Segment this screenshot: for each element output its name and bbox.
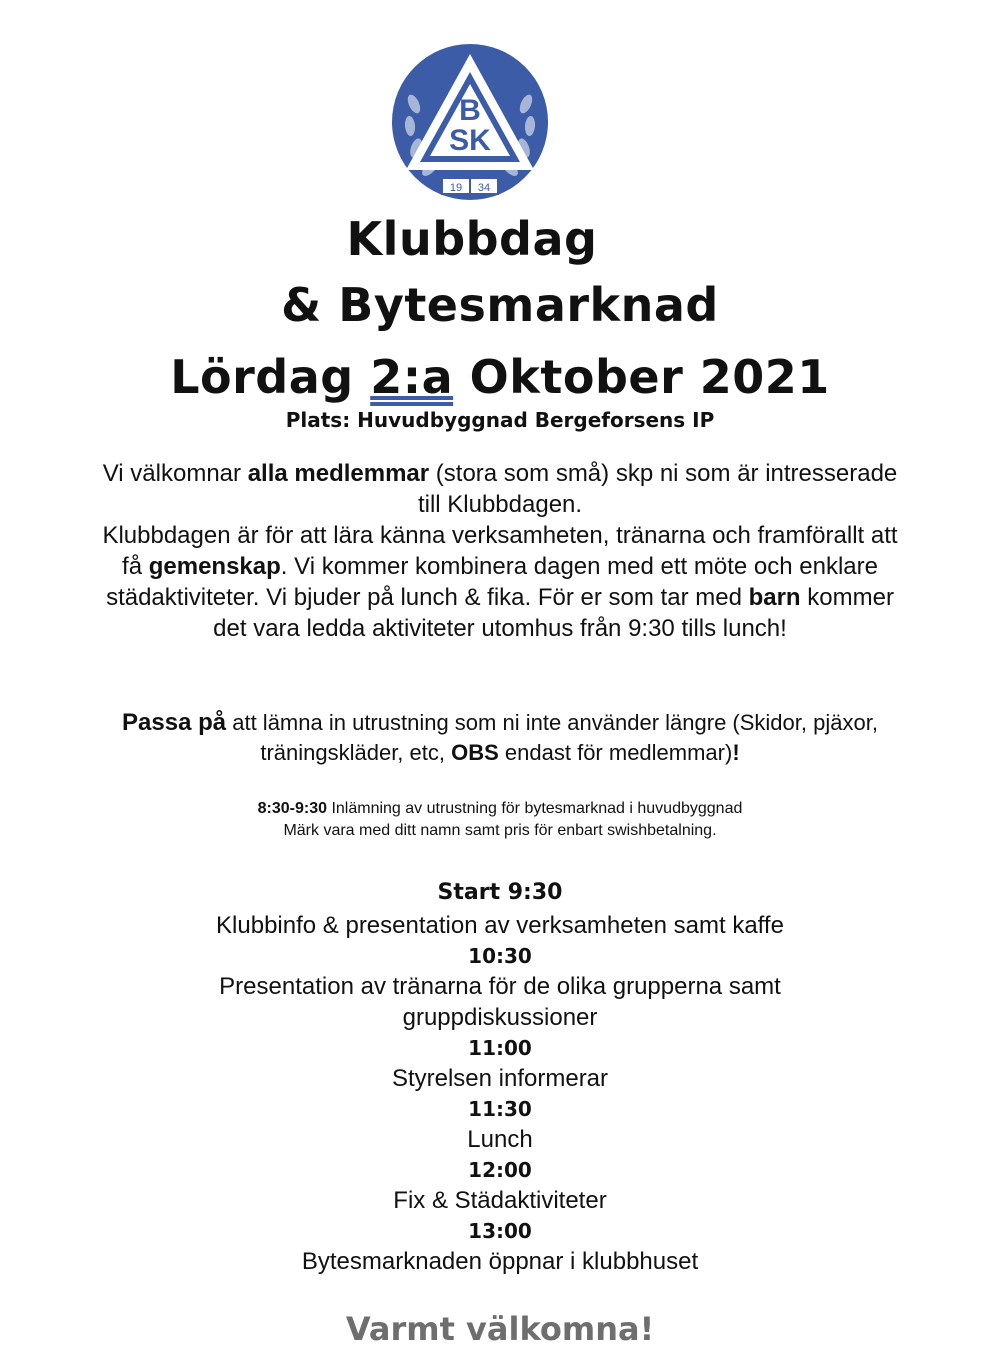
title-line-3 bbox=[0, 344, 1000, 410]
passa-obs: OBS bbox=[451, 740, 499, 765]
intro-paragraph-1 bbox=[100, 458, 900, 520]
intro-p2-bold-2: barn bbox=[748, 584, 801, 611]
dropoff-line-2: Märk vara med ditt namn samt pris för enbart swishbetalning. bbox=[283, 822, 717, 839]
venue: Plats: Huvudbyggnad Bergeforsens IP bbox=[285, 408, 715, 432]
logo-letters-sk: SK bbox=[449, 124, 491, 157]
title-line-1: Klubbdag bbox=[346, 212, 598, 266]
schedule-activity: Fix & Städaktiviteter bbox=[393, 1187, 607, 1214]
title-line-2: & Bytesmarknad bbox=[281, 278, 719, 332]
schedule-time: 12:00 bbox=[468, 1158, 532, 1182]
schedule-time: 11:00 bbox=[468, 1036, 532, 1060]
logo-letter-b: B bbox=[459, 94, 481, 127]
title-day: Lördag bbox=[170, 350, 371, 404]
closing-greeting: Varmt välkomna! bbox=[345, 1310, 655, 1348]
schedule-time: 10:30 bbox=[468, 944, 532, 968]
logo-year-left: 19 bbox=[449, 182, 463, 194]
intro-p2-c: . Vi kommer kombinera dagen med ett möte och enklare städaktiviteter. Vi bjuder på lunch & fika. För er som tar med bbox=[106, 553, 878, 611]
intro-p1-c: (stora som små) skp ni som är intresserade till Klubbdagen. bbox=[417, 460, 898, 518]
schedule-activity: Presentation av tränarna för de olika grupperna samt gruppdiskussioner bbox=[219, 973, 781, 1031]
intro-p1-a: Vi välkomnar bbox=[102, 460, 248, 487]
equipment-notice bbox=[100, 708, 900, 768]
schedule-time: 11:30 bbox=[468, 1097, 532, 1121]
schedule bbox=[100, 876, 900, 1277]
intro-p2-a: Klubbdagen är för att lära känna verksamheten, tränarna och framförallt att få bbox=[102, 522, 898, 580]
dropoff-time: 8:30-9:30 bbox=[257, 800, 327, 817]
schedule-time: 13:00 bbox=[468, 1219, 532, 1243]
passa-exclaim: ! bbox=[732, 740, 740, 765]
logo-year-right: 34 bbox=[477, 182, 491, 194]
dropoff-line-1 bbox=[150, 798, 850, 820]
intro-p1-bold: alla medlemmar bbox=[247, 460, 430, 487]
schedule-activity: Bytesmarknaden öppnar i klubbhuset bbox=[301, 1248, 699, 1275]
title-month-year: Oktober 2021 bbox=[453, 350, 830, 404]
dropoff-text: Inlämning av utrustning för bytesmarknad i huvudbyggnad bbox=[327, 800, 743, 817]
intro-text bbox=[100, 458, 900, 644]
passa-text-2: endast för medlemmar) bbox=[498, 740, 733, 765]
club-logo bbox=[390, 42, 550, 202]
title-date: 2:a bbox=[370, 350, 454, 404]
intro-paragraph-2 bbox=[100, 520, 900, 644]
schedule-activity: Klubbinfo & presentation av verksamheten samt kaffe bbox=[216, 912, 784, 939]
intro-p2-e: kommer det vara ledda aktiviteter utomhus från 9:30 tills lunch! bbox=[213, 584, 894, 642]
schedule-activity: Styrelsen informerar bbox=[391, 1065, 609, 1092]
intro-p2-bold: gemenskap bbox=[148, 553, 281, 580]
passa-text: att lämna in utrustning som ni inte använder längre (Skidor, pjäxor, träningskläder, etc, bbox=[226, 710, 878, 765]
schedule-time: Start 9:30 bbox=[437, 880, 563, 905]
dropoff-info bbox=[150, 798, 850, 842]
passa-bold: Passa på bbox=[122, 709, 227, 736]
schedule-activity: Lunch bbox=[467, 1126, 533, 1153]
